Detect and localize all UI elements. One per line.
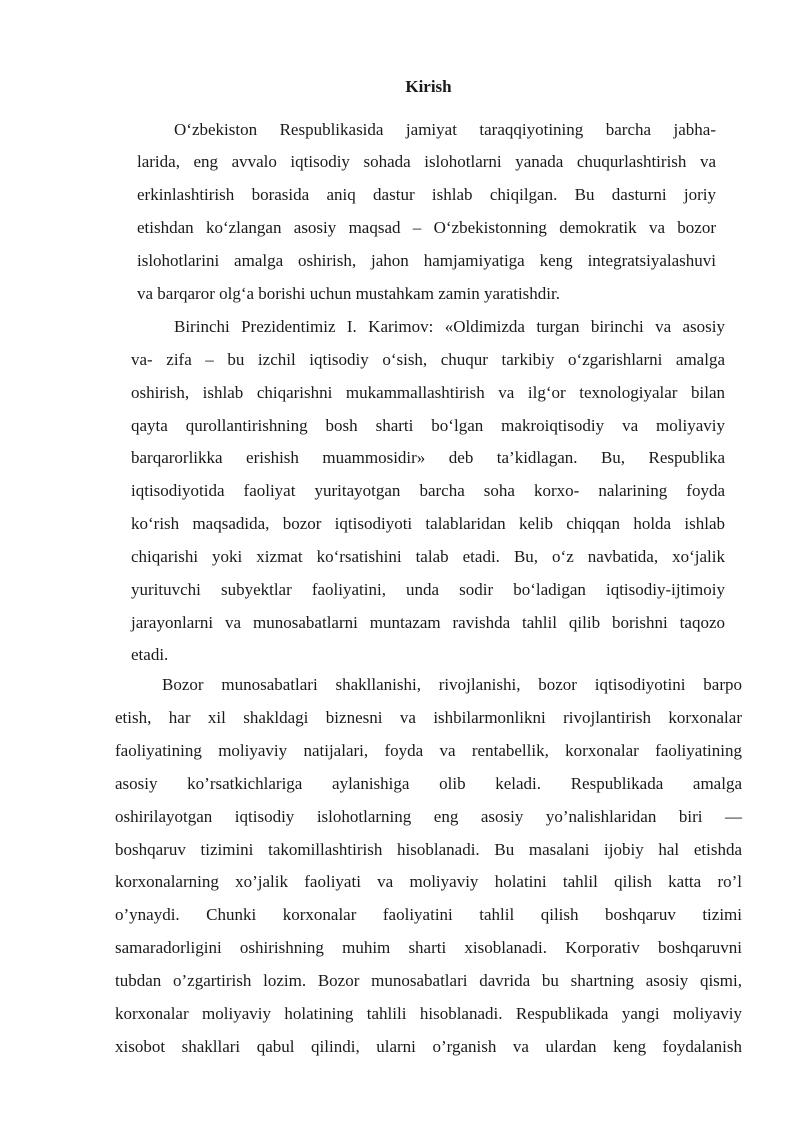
page-title: Kirish	[405, 77, 452, 96]
paragraph-2-line-9: yurituvchi subyektlar faoliyatini, unda sodir bo‘ladigan iqtisodiy-ijtimoiy	[131, 580, 725, 599]
paragraph-2-line-11: etadi.	[131, 645, 169, 664]
paragraph-3-line-3: faoliyatining moliyaviy natijalari, foyda va rentabellik, korxonalar faoliyatining	[115, 741, 742, 760]
paragraph-3-line-1: Bozor munosabatlari shakllanishi, rivojlanishi, bozor iqtisodiyotini barpo	[162, 675, 742, 694]
paragraph-2-line-6: iqtisodiyotida faoliyat yuritayotgan barcha soha korxo- nalarining foyda	[131, 481, 725, 500]
paragraph-3-line-7: korxonalarning xo’jalik faoliyati va moliyaviy holatini tahlil qilish katta ro’l	[115, 872, 742, 891]
paragraph-2-line-4: qayta qurollantirishning bosh sharti bo‘lgan makroiqtisodiy va moliyaviy	[131, 416, 725, 435]
paragraph-1-line-6: va barqaror olg‘a borishi uchun mustahkam zamin yaratishdir.	[137, 284, 560, 303]
paragraph-2-line-3: oshirish, ishlab chiqarishni mukammallashtirish va ilg‘or texnologiyalar bilan	[131, 383, 725, 402]
paragraph-2-line-1: Birinchi Prezidentimiz I. Karimov: «Oldimizda turgan birinchi va asosiy	[174, 317, 725, 336]
paragraph-2-line-5: barqarorlikka erishish muammosidir» deb ta’kidlagan. Bu, Respublika	[131, 448, 725, 467]
paragraph-3-line-10: tubdan o’zgartirish lozim. Bozor munosabatlari davrida bu shartning asosiy qismi,	[115, 971, 742, 990]
paragraph-3-line-4: asosiy ko’rsatkichlariga aylanishiga olib keladi. Respublikada amalga	[115, 774, 742, 793]
paragraph-3-line-6: boshqaruv tizimini takomillashtirish hisoblanadi. Bu masalani ijobiy hal etishda	[115, 840, 742, 859]
paragraph-1-line-5: islohotlarini amalga oshirish, jahon hamjamiyatiga keng integratsiyalashuvi	[137, 251, 716, 270]
paragraph-1-line-3: erkinlashtirish borasida aniq dastur ishlab chiqilgan. Bu dasturni joriy	[137, 185, 716, 204]
paragraph-2-line-7: ko‘rish maqsadida, bozor iqtisodiyoti talablaridan kelib chiqqan holda ishlab	[131, 514, 725, 533]
paragraph-3-line-2: etish, har xil shakldagi biznesni va ishbilarmonlikni rivojlantirish korxonalar	[115, 708, 742, 727]
paragraph-2-line-2: va- zifa – bu izchil iqtisodiy o‘sish, chuqur tarkibiy o‘zgarishlarni amalga	[131, 350, 725, 369]
paragraph-3-line-12: xisobot shakllari qabul qilindi, ularni o’rganish va ulardan keng foydalanish	[115, 1037, 742, 1056]
paragraph-3-line-11: korxonalar moliyaviy holatining tahlili hisoblanadi. Respublikada yangi moliyaviy	[115, 1004, 742, 1023]
paragraph-2-line-10: jarayonlarni va munosabatlarni muntazam ravishda tahlil qilib borishni taqozo	[131, 613, 725, 632]
paragraph-3-line-5: oshirilayotgan iqtisodiy islohotlarning eng asosiy yo’nalishlaridan biri —	[115, 807, 742, 826]
paragraph-1-line-4: etishdan ko‘zlangan asosiy maqsad – O‘zbekistonning demokratik va bozor	[137, 218, 716, 237]
paragraph-3-line-9: samaradorligini oshirishning muhim sharti xisoblanadi. Korporativ boshqaruvni	[115, 938, 742, 957]
paragraph-1-line-2: larida, eng avvalo iqtisodiy sohada islohotlarni yanada chuqurlashtirish va	[137, 152, 716, 171]
paragraph-1-line-1: O‘zbekiston Respublikasida jamiyat taraqqiyotining barcha jabha-	[174, 120, 716, 139]
paragraph-3-line-8: o’ynaydi. Chunki korxonalar faoliyatini tahlil qilish boshqaruv tizimi	[115, 905, 742, 924]
paragraph-2-line-8: chiqarishi yoki xizmat ko‘rsatishini talab etadi. Bu, o‘z navbatida, xo‘jalik	[131, 547, 725, 566]
